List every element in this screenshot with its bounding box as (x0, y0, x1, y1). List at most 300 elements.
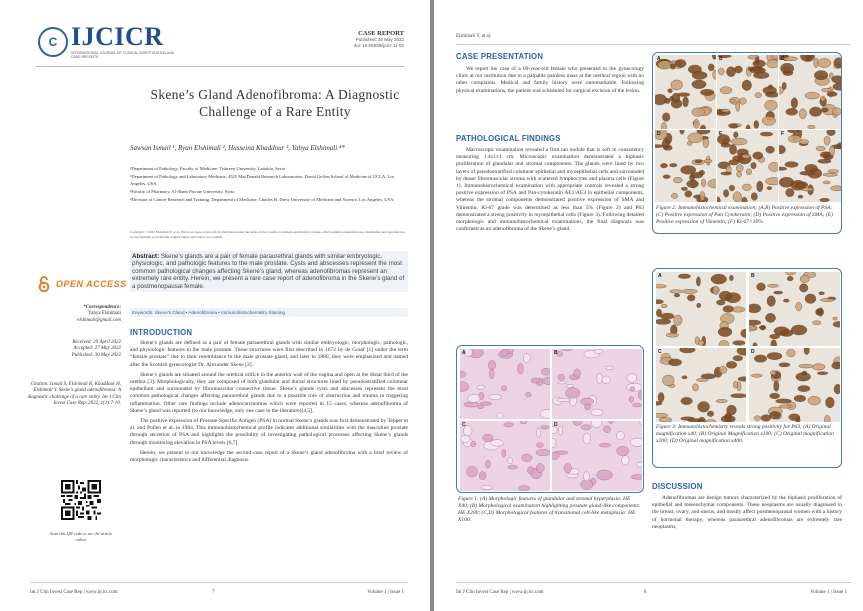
tissue-structure (767, 296, 775, 307)
tissue-structure (471, 441, 476, 447)
tissue-structure (720, 87, 732, 94)
tissue-structure (755, 93, 762, 98)
tissue-structure (696, 378, 708, 381)
tissue-structure (627, 374, 637, 383)
figure-1-panel[interactable] (552, 349, 642, 419)
qr-caption: Scan this QR code to see the article online (49, 531, 113, 542)
figure-1-panel[interactable] (552, 421, 642, 491)
tissue-structure (729, 275, 733, 281)
footer-journal: Int J Clin Invest Case Rep | www.ijcicr.com (456, 590, 544, 595)
tissue-structure (832, 362, 840, 369)
tissue-structure (729, 185, 735, 191)
tissue-structure (536, 449, 550, 456)
tissue-structure (813, 321, 822, 325)
tissue-structure (805, 294, 816, 304)
micrograph-texture (779, 55, 841, 129)
tissue-structure (489, 394, 502, 399)
micrograph-texture (779, 130, 841, 202)
logo-emblem-icon: C (38, 27, 68, 57)
tissue-structure (785, 162, 798, 168)
tissue-structure (502, 449, 506, 457)
journal-logo (38, 24, 181, 59)
tissue-structure (765, 178, 778, 185)
tissue-structure (558, 374, 565, 380)
panel-label: C (658, 349, 662, 355)
tissue-structure (787, 349, 796, 357)
tissue-structure (830, 146, 835, 156)
tissue-structure (661, 304, 667, 308)
tissue-structure (681, 187, 687, 191)
tissue-structure (536, 443, 543, 448)
tissue-structure (783, 299, 789, 302)
tissue-structure (823, 181, 830, 184)
tissue-structure (464, 402, 479, 407)
tissue-structure (767, 60, 778, 68)
figure-2-panel[interactable] (779, 130, 841, 202)
tissue-structure (478, 406, 484, 409)
figure-1-frame (456, 345, 644, 493)
tissue-structure (584, 472, 590, 481)
figure-1-panel[interactable] (460, 349, 550, 419)
tissue-structure (707, 411, 714, 417)
tissue-structure (789, 414, 800, 421)
tissue-structure (736, 165, 743, 172)
tissue-structure (812, 364, 825, 370)
case-body (456, 66, 644, 98)
tissue-structure (833, 108, 842, 115)
tissue-structure (483, 434, 493, 442)
tissue-structure (631, 475, 642, 480)
tissue-structure (581, 425, 591, 430)
tissue-structure (799, 364, 813, 368)
tissue-structure (831, 186, 842, 191)
footer-divider (456, 582, 851, 583)
tissue-structure (583, 433, 591, 443)
panel-label: F (781, 131, 785, 137)
accepted-date: Accepted: 27 May 2022 (73, 346, 121, 352)
micrograph-texture (717, 130, 778, 202)
micrograph-texture (656, 348, 746, 422)
panel-label: C (781, 56, 785, 62)
open-lock-icon (38, 276, 50, 292)
intro-paragraph: Herein, we present to our knowledge the second case report of a Skene’s gland adenofibroma with a brief review of morphologic characteristics and differential diagnosis. (130, 449, 408, 464)
tissue-structure (749, 320, 761, 325)
tissue-structure (737, 171, 742, 177)
tissue-structure (696, 277, 700, 286)
tissue-structure (753, 152, 763, 159)
tissue-structure (741, 329, 746, 337)
micrograph-texture (749, 348, 840, 422)
tissue-structure (750, 67, 766, 73)
tissue-structure (823, 173, 838, 176)
running-head: Elshimali Y, et al. (456, 34, 492, 39)
tissue-structure (765, 100, 778, 110)
tissue-structure (561, 349, 572, 351)
tissue-structure (662, 113, 670, 122)
tissue-structure (766, 146, 775, 153)
tissue-structure (488, 360, 496, 369)
tissue-structure (683, 97, 689, 107)
logo-name: IJCICR (71, 22, 164, 51)
left-page (0, 0, 430, 611)
article-title: Skene’s Gland Adenofibroma: A Diagnostic Challenge of a Rare Entity (150, 87, 400, 119)
tissue-structure (630, 438, 642, 446)
tissue-structure (552, 438, 556, 448)
tissue-structure (818, 159, 831, 163)
tissue-structure (629, 397, 634, 403)
tissue-structure (541, 368, 550, 375)
tissue-structure (734, 132, 739, 138)
tissue-structure (757, 181, 763, 192)
correspondence-email[interactable]: elshimali@gmail.com (77, 317, 121, 323)
tissue-structure (682, 289, 697, 293)
tissue-structure (460, 435, 470, 442)
micrograph-texture (460, 349, 550, 419)
tissue-structure (723, 306, 734, 313)
tissue-structure (791, 325, 807, 335)
tissue-structure (818, 58, 831, 67)
tissue-structure (817, 372, 828, 375)
citation: Citation: Ismail S, Elshimali R, Khaddour H, Elshimali Y. Skene’s gland adenofibroma: A diagnostic challenge of a rare entity. Int J Clin Invest Case Rep. 2022, 1(1):7-10. (27, 382, 121, 407)
discussion-paragraph: Adenofibromas are benign tumors characterized by the biphasic proliferation of epithelial and mesenchymal components. These neoplasms are usually diagnosed in the breast, ovary, and uterus, and mostly affect postmenopausal women with a history of hormonal therapy, whereas paraurethral adenofibromas are extremely rare neoplasms, (652, 495, 842, 530)
tissue-structure (700, 192, 705, 201)
case-heading: CASE PRESENTATION (456, 52, 544, 61)
micrograph-texture (749, 272, 840, 346)
tissue-structure (658, 392, 664, 402)
tissue-structure (481, 485, 492, 489)
discussion-heading: DISCUSSION (652, 482, 703, 491)
tissue-structure (751, 374, 762, 377)
tissue-structure (730, 99, 736, 102)
tissue-structure (746, 125, 750, 129)
tissue-structure (733, 381, 738, 388)
tissue-structure (779, 363, 790, 367)
tissue-structure (602, 376, 611, 383)
figure-3-panel[interactable] (749, 272, 840, 346)
tissue-structure (770, 393, 780, 399)
tissue-structure (565, 388, 580, 399)
tissue-structure (733, 192, 742, 202)
tissue-structure (673, 177, 682, 183)
tissue-structure (754, 416, 761, 421)
tissue-structure (622, 456, 630, 465)
tissue-structure (697, 303, 701, 308)
tissue-structure (591, 409, 603, 416)
figure-3-panel[interactable] (656, 348, 746, 422)
tissue-structure (522, 454, 532, 462)
tissue-structure (767, 353, 782, 360)
figure-2-panel[interactable] (655, 130, 716, 202)
tissue-structure (573, 421, 582, 425)
open-access-badge (38, 276, 127, 292)
correspondence (26, 305, 121, 324)
header-divider (36, 66, 404, 67)
tissue-structure (781, 63, 794, 73)
affiliation: ⁴Division of Cancer Research and Training, Department of Medicine, Charles R. Drew University of Medicine and Science, Los Angeles, USA (130, 197, 394, 202)
tissue-structure (755, 57, 759, 65)
tissue-structure (477, 385, 485, 389)
tissue-structure (501, 349, 508, 356)
figure-2-frame (652, 52, 842, 234)
tissue-structure (688, 133, 704, 143)
tissue-structure (616, 431, 624, 440)
tissue-structure (761, 415, 771, 422)
tissue-structure (480, 402, 492, 406)
tissue-structure (770, 334, 780, 339)
tissue-structure (518, 486, 529, 492)
tissue-structure (678, 274, 690, 279)
tissue-structure (786, 108, 798, 115)
tissue-structure (770, 411, 781, 419)
right-page (434, 0, 863, 611)
discussion-body (652, 495, 842, 534)
article-dates (26, 340, 121, 359)
open-access-label: OPEN ACCESS (56, 279, 127, 289)
panel-label: B (751, 273, 755, 279)
panel-label: A (462, 350, 466, 356)
doi-link[interactable]: doi: 10.55828/ijcicr-11-02 (353, 43, 404, 48)
tissue-structure (542, 377, 550, 385)
tissue-structure (802, 371, 807, 375)
tissue-structure (540, 409, 550, 418)
tissue-structure (779, 145, 786, 153)
tissue-structure (501, 386, 506, 391)
tissue-structure (692, 71, 707, 79)
tissue-structure (666, 333, 678, 337)
footer-page-number: 8 (644, 590, 647, 595)
tissue-structure (597, 373, 602, 383)
figure-3-panel[interactable] (749, 348, 840, 422)
tissue-structure (820, 298, 834, 301)
panel-label: C (462, 422, 466, 428)
tissue-structure (713, 286, 719, 295)
tissue-structure (706, 420, 716, 422)
tissue-structure (660, 163, 667, 168)
tissue-structure (680, 348, 696, 353)
tissue-structure (833, 83, 841, 91)
tissue-structure (700, 89, 714, 95)
tissue-structure (671, 193, 677, 198)
tissue-structure (687, 295, 695, 301)
intro-paragraph: Skene’s glands are defined as a pair of female paraurethral glands with similar embryologic, morphologic, pathologic, and physiologic features to the male prostate. These structures were first described in 1672 by de Graaf [1] under the term “female prostate” due to their resemblance to the male prostate gland, and later in 1880, they were emphasized and named after the Scottish gynecologist Dr. Alexander Skene [2]. (130, 340, 408, 368)
tissue-structure (680, 130, 684, 134)
tissue-structure (783, 57, 798, 61)
tissue-structure (486, 460, 491, 468)
affiliation: ²Department of Pathology and Laboratory Medicine, 4525 MacDonald Research Laboratories, David Geffen School of Medicine at UCLA, Los Angeles, USA (130, 174, 395, 186)
figure-2-panel[interactable] (717, 130, 778, 202)
tissue-structure (805, 92, 820, 99)
tissue-structure (695, 160, 702, 163)
tissue-structure (834, 384, 840, 394)
case-paragraph: We report the case of a 69-year-old female who presented to the gynecology clinic at our institution due to a palpable painless mass at the urethral region with no other complaints. Medical and family history were unremarkable. Following physical examinations, the patient was scheduled for surgical excision of the lesion. (456, 66, 644, 94)
pathology-paragraph: Macroscopic examination revealed a firm tan nodule that is soft in consistency measuring 1.4x1x1 cm. Microscopic examination demonstrated a biphasic proliferation of glandular and stromal components. The glands were lined by two layers of pseudostratified columnar epithelial and myoepithelial cells and surrounded by dense fibromuscular stroma with scattered lymphocytes and plasma cells (Figure 1). Immunohistochemical examination with appropriate controls revealed a strong positive expression of PSA and Pan-cytokeratin AE1/AE3 in epithelial components, whereas the stromal components demonstrated positive expression of SMA and Vimentin. Ki-67 grade was determined as less than 5% (Figure 2) and P63 demonstrated a strong positivity in myoepithelial cells (Figure 3). Following detailed morphologic and immunohistochemical examinations, the final diagnosis was confirmed as an adenofibroma of the Skene’s gland. (456, 147, 644, 233)
logo-subtitle: INTERNATIONAL JOURNAL OF CLINICAL INVESTIGATION AND CASE REPORTS (71, 51, 175, 59)
panel-label: B (719, 56, 723, 62)
tissue-structure (754, 121, 759, 129)
tissue-structure (794, 395, 806, 402)
micrograph-texture (460, 421, 550, 491)
tissue-structure (717, 197, 720, 202)
tissue-structure (460, 382, 469, 392)
tissue-structure (779, 405, 792, 408)
tissue-structure (738, 377, 746, 382)
tissue-structure (826, 397, 835, 408)
tissue-structure (479, 472, 486, 480)
footer-volume: Volume 1 | Issue 1 (367, 590, 404, 595)
tissue-structure (733, 356, 743, 361)
tissue-structure (762, 116, 776, 125)
figure-2-caption: Figure 2: Immunohistochemical examination; (A,B) Positive expression of PSA; (C) Positive expression of Pan Cytokeratin; (D) Positive expression of SMA; (E) Positive expression of Vimentin; (F) Ki-67<10%. (656, 205, 833, 225)
figure-2-panel[interactable] (655, 55, 716, 129)
footer-volume: Volume 1 | Issue 1 (810, 590, 847, 595)
figure-2-panel[interactable] (717, 55, 778, 129)
tissue-structure (771, 340, 777, 347)
tissue-structure (670, 163, 678, 167)
figure-2-panel[interactable] (779, 55, 841, 129)
tissue-structure (640, 421, 642, 424)
tissue-structure (662, 139, 669, 149)
tissue-structure (774, 291, 783, 294)
figure-1-panel[interactable] (460, 421, 550, 491)
tissue-structure (808, 125, 815, 129)
tissue-structure (719, 366, 727, 373)
tissue-structure (718, 68, 724, 75)
panel-label: D (657, 131, 661, 137)
tissue-structure (693, 119, 699, 128)
tissue-structure (716, 399, 727, 402)
tissue-structure (712, 55, 716, 59)
tissue-structure (637, 462, 642, 467)
affiliation: ³Faculty of Pharmacy, Al-Sham Private University, Syria (130, 189, 235, 194)
tissue-structure (736, 102, 740, 112)
tissue-structure (721, 172, 732, 175)
panel-label: B (554, 350, 558, 356)
tissue-structure (820, 198, 830, 202)
tissue-structure (670, 290, 683, 294)
tissue-structure (751, 162, 756, 169)
micrograph-texture (655, 55, 716, 129)
intro-paragraph: Skene’s glands are situated around the urethral orifice in the anterior wall of the vagina and open at the distal third of the urethra [3]. Morphologically, they are composed of both glandular and ductal structures lined by pseudostratified columnar epithelium and surrounded by fibromuscular connective tissue. Skene’s glands cysts and abscesses represent the most common pathological changes affecting paraurethral glands due to a possible role of obstruction and trauma in triggering inflammation. Other rare findings include adenocarcinomas which were reported in 15 cases, whereas adenofibroma of Skene’s gland was reported (to our knowledge, only one case in the literature)[4,5]. (130, 371, 408, 414)
tissue-structure (721, 109, 729, 112)
abstract-label: Abstract: (132, 253, 160, 260)
tissue-structure (822, 108, 829, 112)
panel-label: E (719, 131, 723, 137)
micrograph-texture (655, 130, 716, 202)
tissue-structure (751, 193, 757, 201)
tissue-structure (824, 136, 830, 145)
tissue-structure (749, 304, 761, 313)
tissue-structure (665, 98, 670, 103)
footer-divider (30, 582, 408, 583)
tissue-structure (779, 167, 787, 170)
tissue-structure (508, 465, 518, 469)
tissue-structure (670, 64, 676, 69)
copyright-notice: Copyright: ©2022 Elshimali Y, et al. This is an open-access article distributed under the terms of the Creative Commons Attribution License, which permits unrestricted use, distribution and reproduction in any medium, provided the original author and source are credited. (130, 230, 405, 239)
affiliation: ¹Department of Pathology, Faculty of Medicine, Tishreen University, Lattakia, Syria (130, 166, 285, 171)
panel-label: D (554, 422, 558, 428)
tissue-structure (633, 403, 642, 407)
tissue-structure (520, 421, 527, 424)
tissue-structure (663, 175, 670, 179)
tissue-structure (788, 135, 801, 142)
tissue-structure (800, 275, 809, 283)
tissue-structure (574, 369, 581, 378)
tissue-structure (630, 387, 635, 391)
tissue-structure (497, 413, 503, 419)
tissue-structure (759, 326, 765, 330)
intro-paragraph: The positive expression of Prostate-Specific Antigen (PSA) in normal Skene’s glands was first demonstrated by Tepper et al. and Pollen et al. in 1984. This immunohistochemical profile indicates additional similarities with the masculine prostate through secretion of PSA and highlights the possibility of investigating pathological processes affecting Skene’s glands through monitoring elevation in PSA levels [6,7]. (130, 418, 408, 446)
tissue-structure (828, 170, 839, 173)
tissue-structure (798, 386, 810, 392)
tissue-structure (656, 319, 671, 324)
tissue-structure (816, 146, 825, 151)
tissue-structure (672, 93, 680, 103)
tissue-structure (693, 384, 699, 391)
tissue-structure (827, 130, 835, 136)
pathology-body (456, 147, 644, 236)
tissue-structure (638, 391, 642, 399)
tissue-structure (468, 394, 480, 402)
tissue-structure (800, 140, 809, 145)
tissue-structure (713, 70, 716, 79)
tissue-structure (674, 294, 680, 297)
intro-heading: INTRODUCTION (130, 328, 193, 337)
article-type: CASE REPORT (358, 30, 404, 37)
micrograph-texture (552, 421, 642, 491)
tissue-structure (698, 417, 706, 422)
tissue-structure (682, 376, 687, 379)
tissue-structure (729, 160, 739, 165)
tissue-structure (721, 143, 731, 147)
tissue-structure (541, 426, 549, 430)
tissue-structure (726, 67, 735, 77)
tissue-structure (719, 291, 731, 301)
tissue-structure (671, 80, 683, 90)
tissue-structure (507, 458, 512, 464)
tissue-structure (742, 197, 748, 202)
tissue-structure (791, 98, 798, 109)
tissue-structure (557, 381, 566, 384)
tissue-structure (746, 169, 752, 175)
tissue-structure (581, 398, 594, 405)
tissue-structure (687, 180, 699, 188)
tissue-structure (660, 313, 674, 319)
correspondence-label: *Correspondence: (83, 305, 121, 310)
tissue-structure (605, 366, 613, 370)
tissue-structure (718, 327, 732, 336)
tissue-structure (809, 107, 821, 117)
tissue-structure (776, 399, 792, 403)
tissue-structure (708, 179, 716, 188)
panel-label: A (657, 56, 661, 62)
tissue-structure (662, 375, 674, 386)
tissue-structure (691, 172, 703, 178)
abstract-text: Skene’s glands are a pair of female paraurethral glands with similar embryologic, physiologic, and pathologic features to the male prostate. Cysts and abscesses represent the most common pathological changes affecting Skene’s gland, whereas adenofibromas represent an extremely rare entity. Herein, we present a rare case report of adenofibroma in the Skene’s gland of a postmenopausal female. (132, 253, 405, 290)
tissue-structure (760, 132, 773, 136)
tissue-structure (681, 417, 695, 421)
tissue-structure (701, 179, 705, 187)
tissue-structure (537, 428, 541, 438)
affiliations (130, 165, 408, 204)
tissue-structure (769, 162, 778, 171)
tissue-structure (816, 308, 824, 315)
tissue-structure (787, 276, 793, 281)
tissue-structure (591, 421, 602, 427)
qr-code[interactable] (61, 480, 101, 520)
figure-3-panel[interactable] (656, 272, 746, 346)
tissue-structure (833, 317, 838, 320)
tissue-structure (655, 145, 664, 148)
